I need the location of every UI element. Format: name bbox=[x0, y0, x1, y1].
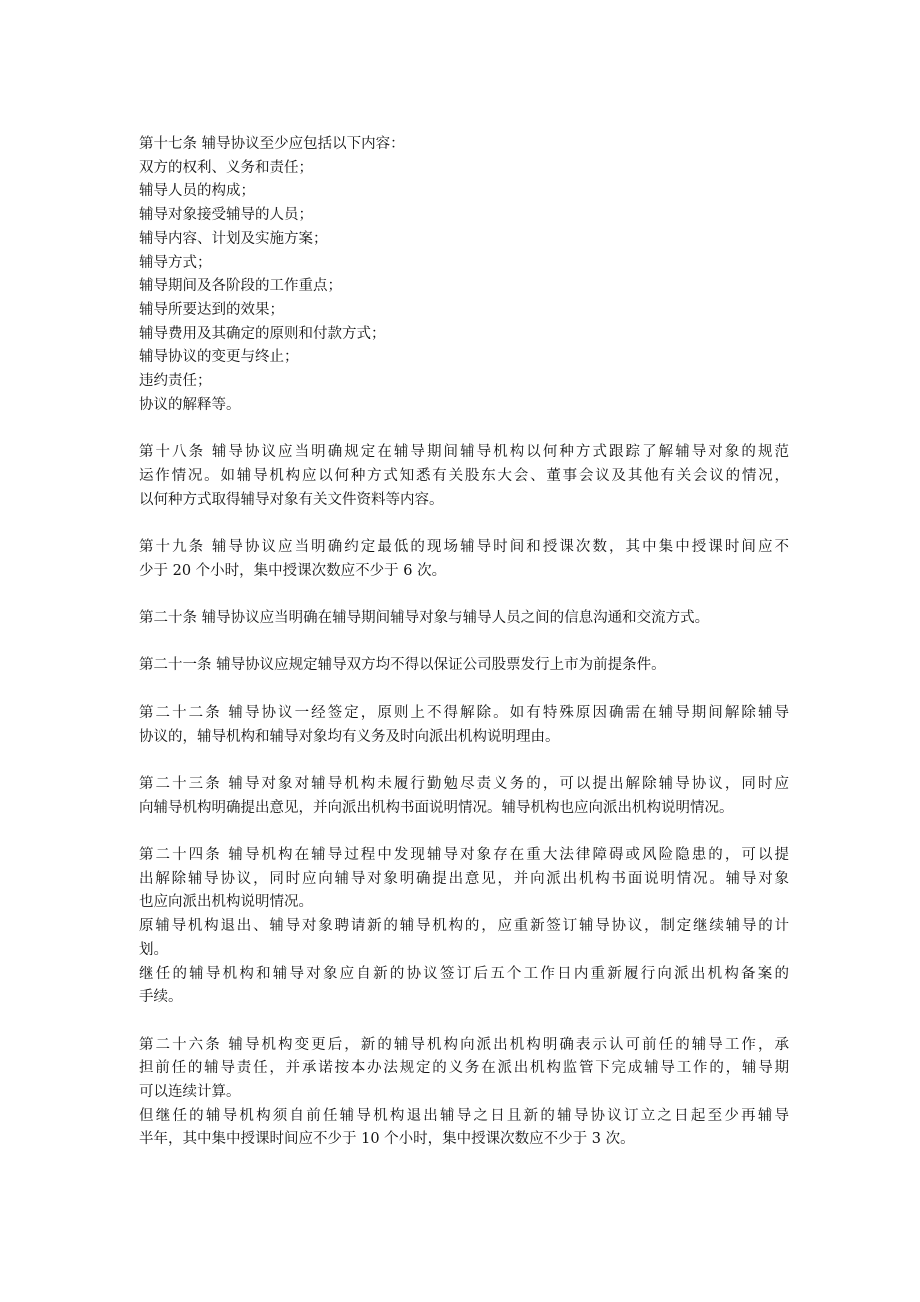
text-line: 继任的辅导机构和辅导对象应自新的协议签订后五个工作日内重新履行向派出机构备案的 bbox=[139, 965, 789, 982]
text-line: 少于 20 个小时，集中授课次数应不少于 6 次。 bbox=[139, 562, 447, 579]
list-item: 辅导期间及各阶段的工作重点； bbox=[139, 278, 342, 295]
text-line: 运作情况。如辅导机构应以何种方式知悉有关股东大会、董事会议及其他有关会议的情况， bbox=[139, 467, 789, 484]
text-line: 向辅导机构明确提出意见，并向派出机构书面说明情况。辅导机构也应向派出机构说明情况。 bbox=[139, 799, 734, 816]
text-line: 第二十四条 辅导机构在辅导过程中发现辅导对象存在重大法律障碍或风险隐患的，可以提 bbox=[139, 846, 789, 863]
text-line: 第二十三条 辅导对象对辅导机构未履行勤勉尽责义务的，可以提出解除辅导协议，同时应 bbox=[139, 775, 789, 792]
article-26 bbox=[139, 1034, 789, 1153]
article-19 bbox=[139, 536, 789, 583]
list-item: 辅导协议的变更与终止； bbox=[139, 349, 299, 366]
text-line: 也应向派出机构说明情况。 bbox=[139, 894, 313, 911]
article-22 bbox=[139, 702, 789, 749]
article-17 bbox=[139, 133, 789, 417]
text-line: 但继任的辅导机构须自前任辅导机构退出辅导之日且新的辅导协议订立之日起至少再辅导 bbox=[139, 1107, 789, 1124]
text-line: 第十九条 辅导协议应当明确约定最低的现场辅导时间和授课次数，其中集中授课时间应不 bbox=[139, 538, 789, 555]
article-24 bbox=[139, 844, 789, 1010]
text-line: 第二十一条 辅导协议应规定辅导双方均不得以保证公司股票发行上市为前提条件。 bbox=[139, 657, 666, 674]
text-line: 出解除辅导协议，同时应向辅导对象明确提出意见，并向派出机构书面说明情况。辅导对象 bbox=[139, 870, 789, 887]
text-line: 划。 bbox=[139, 941, 168, 958]
text-line: 第二十六条 辅导机构变更后，新的辅导机构向派出机构明确表示认可前任的辅导工作，承 bbox=[139, 1036, 789, 1053]
list-item: 辅导对象接受辅导的人员； bbox=[139, 207, 313, 224]
list-item: 违约责任； bbox=[139, 373, 212, 390]
text-line: 担前任的辅导责任，并承诺按本办法规定的义务在派出机构监管下完成辅导工作的，辅导期 bbox=[139, 1060, 789, 1077]
list-item: 辅导所要达到的效果； bbox=[139, 301, 284, 318]
text-line: 手续。 bbox=[139, 989, 183, 1006]
list-item: 辅导费用及其确定的原则和付款方式； bbox=[139, 325, 386, 342]
article-21 bbox=[139, 654, 789, 678]
text-line: 可以连续计算。 bbox=[139, 1084, 241, 1100]
text-line: 以何种方式取得辅导对象有关文件资料等内容。 bbox=[139, 491, 444, 508]
article-20 bbox=[139, 607, 789, 631]
text-line: 第十七条 辅导协议至少应包括以下内容： bbox=[139, 136, 405, 152]
text-line: 第二十条 辅导协议应当明确在辅导期间辅导对象与辅导人员之间的信息沟通和交流方式。 bbox=[139, 610, 710, 627]
text-line: 第二十二条 辅导协议一经签定，原则上不得解除。如有特殊原因确需在辅导期间解除辅导 bbox=[139, 704, 789, 721]
text-line: 协议的，辅导机构和辅导对象均有义务及时向派出机构说明理由。 bbox=[139, 728, 560, 745]
text-line: 原辅导机构退出、辅导对象聘请新的辅导机构的，应重新签订辅导协议，制定继续辅导的计 bbox=[139, 918, 789, 935]
text-line: 第十八条 辅导协议应当明确规定在辅导期间辅导机构以何种方式跟踪了解辅导对象的规范 bbox=[139, 444, 789, 461]
list-item: 辅导人员的构成； bbox=[139, 183, 255, 200]
list-item: 辅导方式； bbox=[139, 254, 212, 271]
list-item: 协议的解释等。 bbox=[139, 396, 241, 413]
article-23 bbox=[139, 773, 789, 820]
list-item: 双方的权利、义务和责任； bbox=[139, 159, 313, 176]
text-line: 半年，其中集中授课时间应不少于 10 个小时，集中授课次数应不少于 3 次。 bbox=[139, 1131, 635, 1148]
article-18 bbox=[139, 441, 789, 512]
document-body bbox=[139, 133, 789, 1176]
list-item: 辅导内容、计划及实施方案； bbox=[139, 230, 328, 247]
